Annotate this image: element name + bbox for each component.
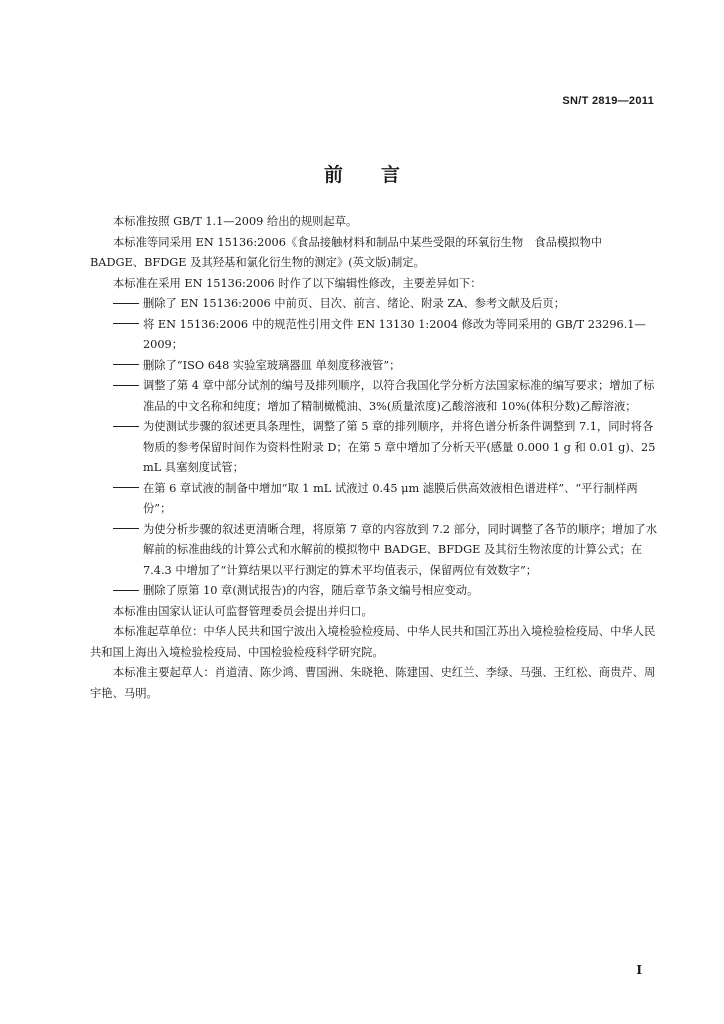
list-item: 删除了“ISO 648 实验室玻璃器皿 单刻度移液管”； — [90, 356, 658, 377]
list-item: 为使分析步骤的叙述更清晰合理，将原第 7 章的内容放到 7.2 部分，同时调整了各节的顺序；增加了水解前的标准曲线的计算公式和水解前的模拟物中 BADGE、BFDGE 及其衍生物浓度的计算公式；在 7.4.3 中增加了“计算结果以平行测定的算术平均值表示，保留两位有效数字”； — [90, 520, 658, 582]
foreword-body — [90, 212, 658, 704]
paragraph-proposer: 本标准由国家认证认可监督管理委员会提出并归口。 — [113, 604, 373, 618]
list-item: 删除了原第 10 章(测试报告)的内容，随后章节条文编号相应变动。 — [90, 581, 658, 602]
list-item: 为使测试步骤的叙述更具条理性，调整了第 5 章的排列顺序，并将色谱分析条件调整到 7.1，同时将各物质的参考保留时间作为资料性附录 D；在第 5 章中增加了分析天平(感量 0.000 1 g 和 0.01 g)、25 mL 具塞刻度试管； — [90, 417, 658, 479]
list-item: 在第 6 章试液的制备中增加“取 1 mL 试液过 0.45 μm 滤膜后供高效液相色谱进样”、“平行制样两份”； — [90, 479, 658, 520]
list-item: 删除了 EN 15136:2006 中前页、目次、前言、绪论、附录 ZA、参考文献及后页； — [90, 294, 658, 315]
page-title: 前言 — [323, 164, 438, 186]
paragraph-drafters: 本标准主要起草人：肖道清、陈少鸿、曹国洲、朱晓艳、陈建国、史红兰、李绿、马强、王红松、商贵芹、周宇艳、马明。 — [90, 666, 656, 700]
list-item: 将 EN 15136:2006 中的规范性引用文件 EN 13130 1:2004 修改为等同采用的 GB/T 23296.1—2009； — [90, 315, 658, 356]
list-item: 调整了第 4 章中部分试剂的编号及排列顺序，以符合我国化学分析方法国家标准的编写要求；增加了标准品的中文名称和纯度；增加了精制橄榄油、3%(质量浓度)乙酸溶液和 10%(体积分数)乙醇溶液； — [90, 376, 658, 417]
standard-code: SN/T 2819—2011 — [562, 95, 654, 107]
paragraph-drafting-units: 本标准起草单位：中华人民共和国宁波出入境检验检疫局、中华人民共和国江苏出入境检验检疫局、中华人民共和国上海出入境检验检疫局、中国检验检疫科学研究院。 — [90, 625, 656, 659]
paragraph-modifications-intro: 本标准在采用 EN 15136:2006 时作了以下编辑性修改，主要差异如下： — [113, 276, 482, 290]
paragraph-drafting-rules: 本标准按照 GB/T 1.1—2009 给出的规则起草。 — [113, 215, 358, 228]
paragraph-adoption: 本标准等同采用 EN 15136:2006《食品接触材料和制品中某些受限的环氧衍生物 食品模拟物中 BADGE、BFDGE 及其羟基和氯化衍生物的测定》(英文版)制定。 — [90, 235, 603, 269]
page-number: I — [636, 963, 642, 977]
modification-list — [90, 294, 658, 602]
